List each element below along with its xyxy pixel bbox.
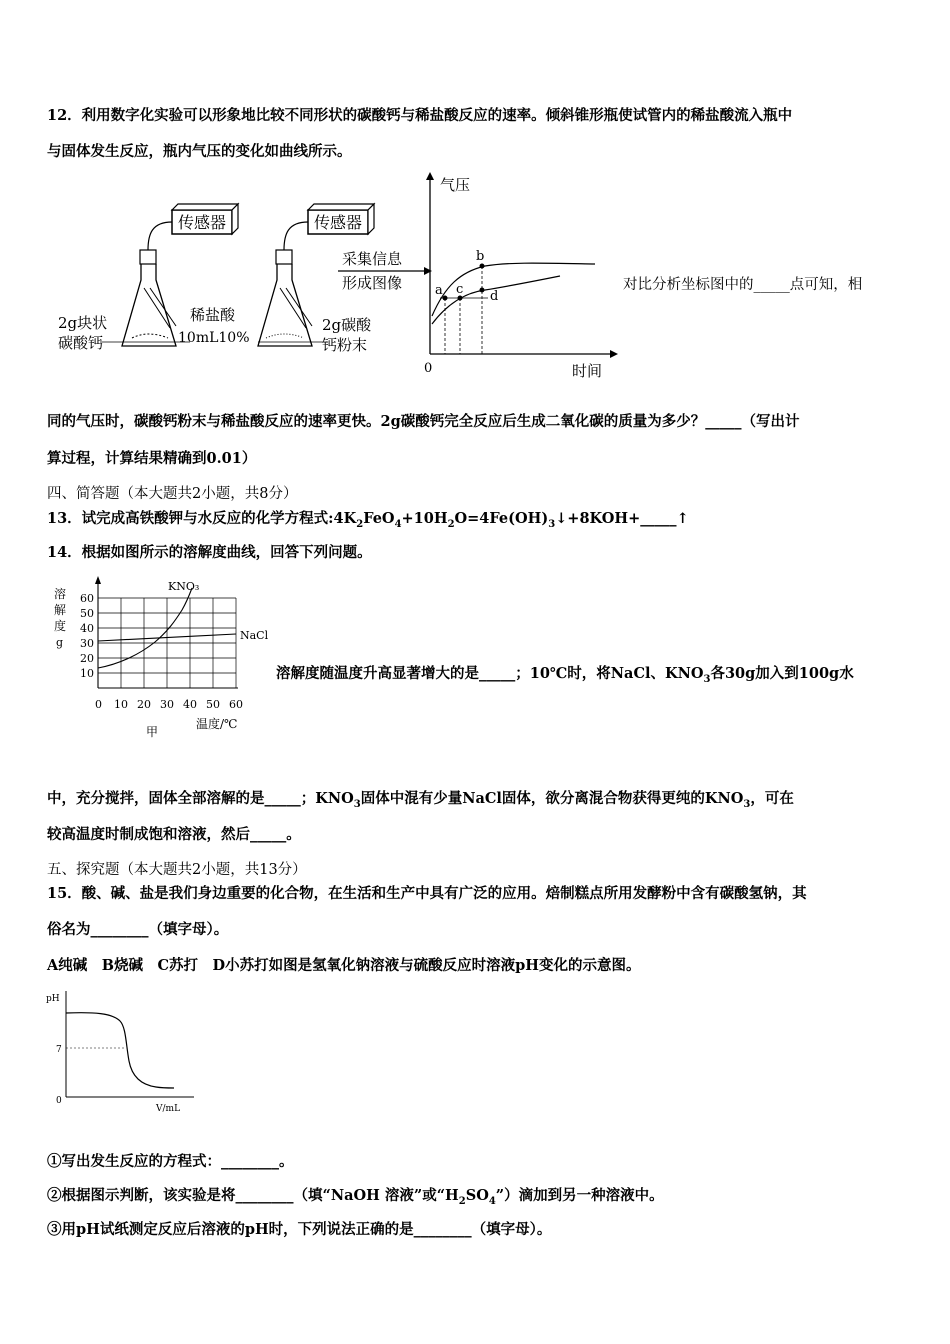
q13-equation: 13．试完成高铁酸钾与水反应的化学方程式$:4K_2FeO_4+10H_2O=4Fe(OH)_3↓+8KOH+\_\_\_\_\_↑$	[47, 510, 689, 530]
ph-7-label: 7	[56, 1045, 62, 1055]
y-tick-40: 40	[80, 622, 94, 635]
arrow-label-2: 形成图像	[342, 274, 403, 292]
x-tick-10: 10	[114, 698, 128, 711]
volume-axis-label: V/mL	[156, 1104, 181, 1114]
pressure-chart	[424, 172, 618, 380]
left-sample-label-2: 碳酸钙	[58, 334, 104, 352]
q12-experiment-figure	[40, 168, 640, 388]
ph-origin-label: 0	[56, 1096, 62, 1106]
svg-text:g: g	[56, 636, 64, 649]
section4-heading: 四、简答题（本大题共2小题，共8分）	[47, 486, 298, 502]
q15-item1: ①写出发生反应的方程式：________。	[47, 1153, 294, 1170]
point-a: a	[435, 283, 443, 298]
origin-label: 0	[424, 361, 433, 376]
x-tick-50: 50	[206, 698, 220, 711]
svg-text:解: 解	[54, 603, 67, 617]
x-tick-60: 60	[229, 698, 243, 711]
acid-label-2: 10mL10%	[178, 330, 250, 346]
right-sample-label-2: 钙粉末	[322, 336, 368, 354]
q14-line1: 14．根据如图所示的溶解度曲线，回答下列问题。	[47, 544, 372, 561]
q12-line2: 与固体发生反应，瓶内气压的变化如曲线所示。	[47, 143, 352, 160]
q12-line1: 12．利用数字化实验可以形象地比较不同形状的碳酸钙与稀盐酸反应的速率。倾斜锥形瓶使试管内的稀盐酸流入瓶中	[47, 107, 793, 124]
y-tick-30: 30	[80, 637, 94, 650]
kno3-label: KNO₃	[168, 580, 200, 593]
section5-heading: 五、探究题（本大题共2小题，共13分）	[47, 862, 307, 878]
svg-text:度: 度	[54, 619, 67, 633]
y-tick-10: 10	[80, 667, 94, 680]
acid-label-1: 稀盐酸	[190, 306, 236, 324]
x-tick-0: 0	[95, 698, 102, 711]
q12-side-text: 对比分析坐标图中的_____点可知，相	[623, 277, 863, 293]
q15-line1: 15．酸、碱、盐是我们身边重要的化合物，在生活和生产中具有广泛的应用。焙制糕点所用发酵粉中含有碳酸氢钠，其	[47, 885, 807, 902]
pressure-axis-label: 气压	[440, 176, 471, 194]
y-tick-50: 50	[80, 607, 94, 620]
ph-curve	[66, 1013, 174, 1088]
ph-axis-label: pH	[46, 994, 60, 1004]
point-c: c	[456, 282, 464, 297]
q15-line2: 俗名为________（填字母）。	[47, 921, 229, 938]
x-tick-40: 40	[183, 698, 197, 711]
q12-line4: 算过程，计算结果精确到0.01）	[47, 450, 257, 467]
y-tick-20: 20	[80, 652, 94, 665]
x-axis-label: 温度/℃	[196, 717, 238, 731]
q15-item3: ③用pH试纸测定反应后溶液的pH时，下列说法正确的是________（填字母）。	[47, 1221, 552, 1238]
left-sample-label-1: 2g块状	[58, 314, 108, 332]
q15-line3: A纯碱 B烧碱 C苏打 D小苏打如图是氢氧化钠溶液与硫酸反应时溶液pH变化的示意图。	[47, 957, 641, 974]
time-axis-label: 时间	[572, 362, 603, 380]
q15-item2: ②根据图示判断，该实验是将________（填“NaOH 溶液”或“$H_2SO_4$”）滴加到另一种溶液中。	[47, 1187, 664, 1207]
sensor-label-right: 传感器	[313, 213, 363, 232]
y-tick-60: 60	[80, 592, 94, 605]
q14-line3: 较高温度时制成饱和溶液，然后_____。	[47, 826, 301, 843]
q14-line2: 中，充分搅拌，固体全部溶解的是_____；$KNO_3$固体中混有少量NaCl固体，欲分离混合物获得更纯的$KNO_3$，可在	[47, 790, 794, 810]
ph-chart	[44, 985, 204, 1115]
point-d: d	[490, 289, 499, 304]
sensor-label-left: 传感器	[177, 213, 227, 232]
arrow-label-1: 采集信息	[342, 250, 403, 268]
right-sample-label-1: 2g碳酸	[322, 316, 372, 334]
x-tick-30: 30	[160, 698, 174, 711]
q14-side-text: 溶解度随温度升高显著增大的是_____；10℃时，将NaCl、$KNO_3$各30g加入到100g水	[276, 665, 854, 685]
point-b: b	[476, 249, 485, 264]
solubility-y-label-1: 溶	[54, 587, 67, 601]
chart-caption: 甲	[146, 725, 159, 739]
q12-line3: 同的气压时，碳酸钙粉末与稀盐酸反应的速率更快。2g碳酸钙完全反应后生成二氧化碳的质量为多少？_____（写出计	[47, 413, 800, 430]
solubility-chart	[50, 576, 280, 741]
nacl-label: NaCl	[240, 629, 269, 642]
x-tick-20: 20	[137, 698, 151, 711]
